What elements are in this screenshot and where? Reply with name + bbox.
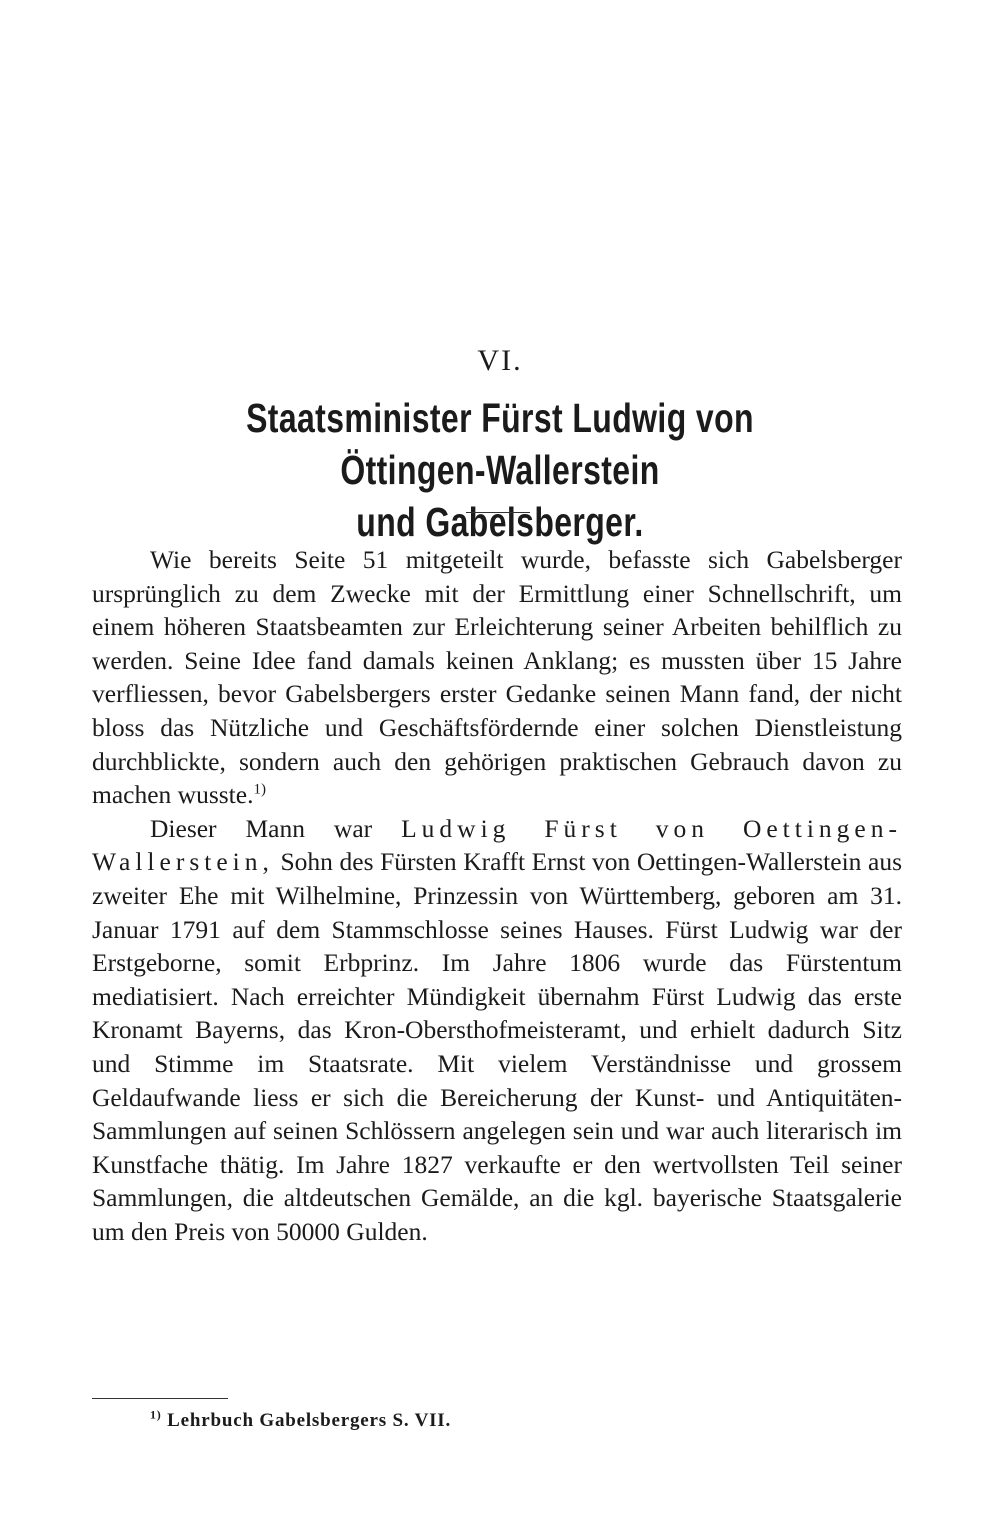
footnote-text: Lehrbuch Gabelsbergers S. VII. xyxy=(167,1410,452,1431)
footnote-reference: 1) xyxy=(253,781,266,798)
title-divider xyxy=(466,512,530,513)
chapter-title xyxy=(188,392,812,548)
paragraph-1-text: Wie bereits Seite 51 mitgeteilt wurde, befasste sich Gabelsberger ursprünglich zu dem Zwecke mit der Ermittlung einer Schnellschrift, um einem höheren Staatsbeamten zur Erleichterung seiner Arbeiten behilflich zu werden. Seine Idee fand damals keinen Anklang; es mussten über 15 Jahre verfliessen, bevor Gabelsbergers erster Gedanke seinen Mann fand, der nicht bloss das Nützliche und Geschäftsfördernde einer solchen Dienstleistung durchblickte, sondern auch den gehörigen praktischen Gebrauch davon zu machen wusste. xyxy=(92,545,902,810)
footnote-divider xyxy=(92,1398,228,1399)
chapter-title-line-1: Staatsminister Fürst Ludwig von Öttingen-Wallerstein xyxy=(246,395,754,493)
paragraph-1 xyxy=(92,543,902,812)
paragraph-2 xyxy=(92,812,902,1249)
footnote-mark: 1) xyxy=(150,1407,162,1422)
person-name: Ludwig Fürst von Oettingen-Wallerstein, xyxy=(92,813,902,877)
paragraph-2-lead: Dieser Mann war xyxy=(150,813,373,843)
chapter-number: VI. xyxy=(477,344,523,377)
paragraph-2-text: Sohn des Fürsten Krafft Ernst von Oettingen-Wallerstein aus zweiter Ehe mit Wilhelmine, Prinzessin von Württemberg, geboren am 31. Januar 1791 auf dem Stammschlosse seines Hauses. Fürst Ludwig war der Erstgeborne, somit Erbprinz. Im Jahre 1806 wurde das Fürstentum mediatisiert. Nach erreichter Mündigkeit übernahm Fürst Ludwig das erste Kronamt Bayerns, das Kron-Obersthofmeisteramt, und erhielt dadurch Sitz und Stimme im Staatsrate. Mit vielem Verständnisse und grossem Geldaufwande liess er sich die Bereicherung der Kunst- und Antiquitäten-Sammlungen auf seinen Schlössern angelegen sein und war auch literarisch im Kunstfache thätig. Im Jahre 1827 verkaufte er den wertvollsten Teil seiner Sammlungen, die altdeutschen Gemälde, an die kgl. bayerische Staatsgalerie um den Preis von 50000 Gulden. xyxy=(92,847,903,1246)
body-text xyxy=(92,543,902,1248)
chapter-title-line-2: und Gabelsberger. xyxy=(356,499,644,545)
footnote xyxy=(150,1407,850,1432)
